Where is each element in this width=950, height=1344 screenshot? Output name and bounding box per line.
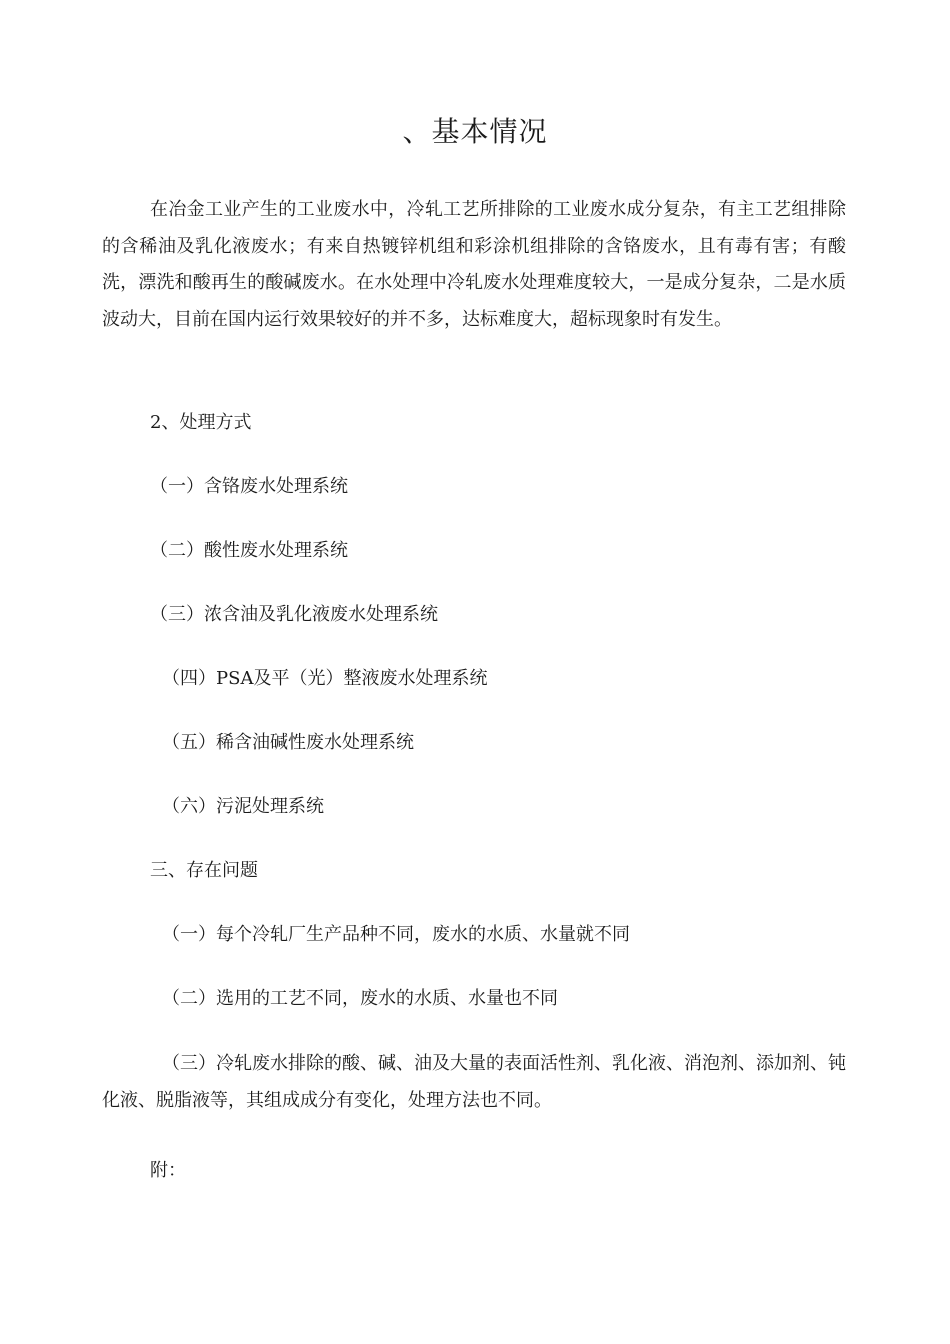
list-item: （一）含铬废水处理系统: [150, 476, 348, 497]
issue-paragraph: （三）冷轧废水排除的酸、碱、油及大量的表面活性剂、乳化液、消泡剂、添加剂、钝化液、脱脂液等，其组成成分有变化，处理方法也不同。: [102, 1053, 846, 1111]
list-item: （二）酸性废水处理系统: [150, 540, 348, 561]
list-item: （二）选用的工艺不同，废水的水质、水量也不同: [162, 988, 558, 1009]
page-title: 、基本情况: [402, 115, 548, 148]
section-heading-issues: 三、存在问题: [150, 860, 258, 881]
section-heading-processing: 2、处理方式: [150, 412, 252, 433]
list-item: （四）PSA及平（光）整液废水处理系统: [162, 668, 488, 689]
appendix-label: 附：: [150, 1160, 186, 1181]
list-item: （三）浓含油及乳化液废水处理系统: [150, 604, 438, 625]
list-item: （一）每个冷轧厂生产品种不同，废水的水质、水量就不同: [162, 924, 630, 945]
list-item: （五）稀含油碱性废水处理系统: [162, 732, 414, 753]
intro-paragraph: 在冶金工业产生的工业废水中，冷轧工艺所排除的工业废水成分复杂，有主工艺组排除的含稀油及乳化液废水；有来自热镀锌机组和彩涂机组排除的含铬废水，且有毒有害；有酸洗，漂洗和酸再生的酸碱废水。在水处理中冷轧废水处理难度较大，一是成分复杂，二是水质波动大，目前在国内运行效果较好的并不多，达标难度大，超标现象时有发生。: [102, 199, 846, 330]
list-item: （六）污泥处理系统: [162, 796, 324, 817]
